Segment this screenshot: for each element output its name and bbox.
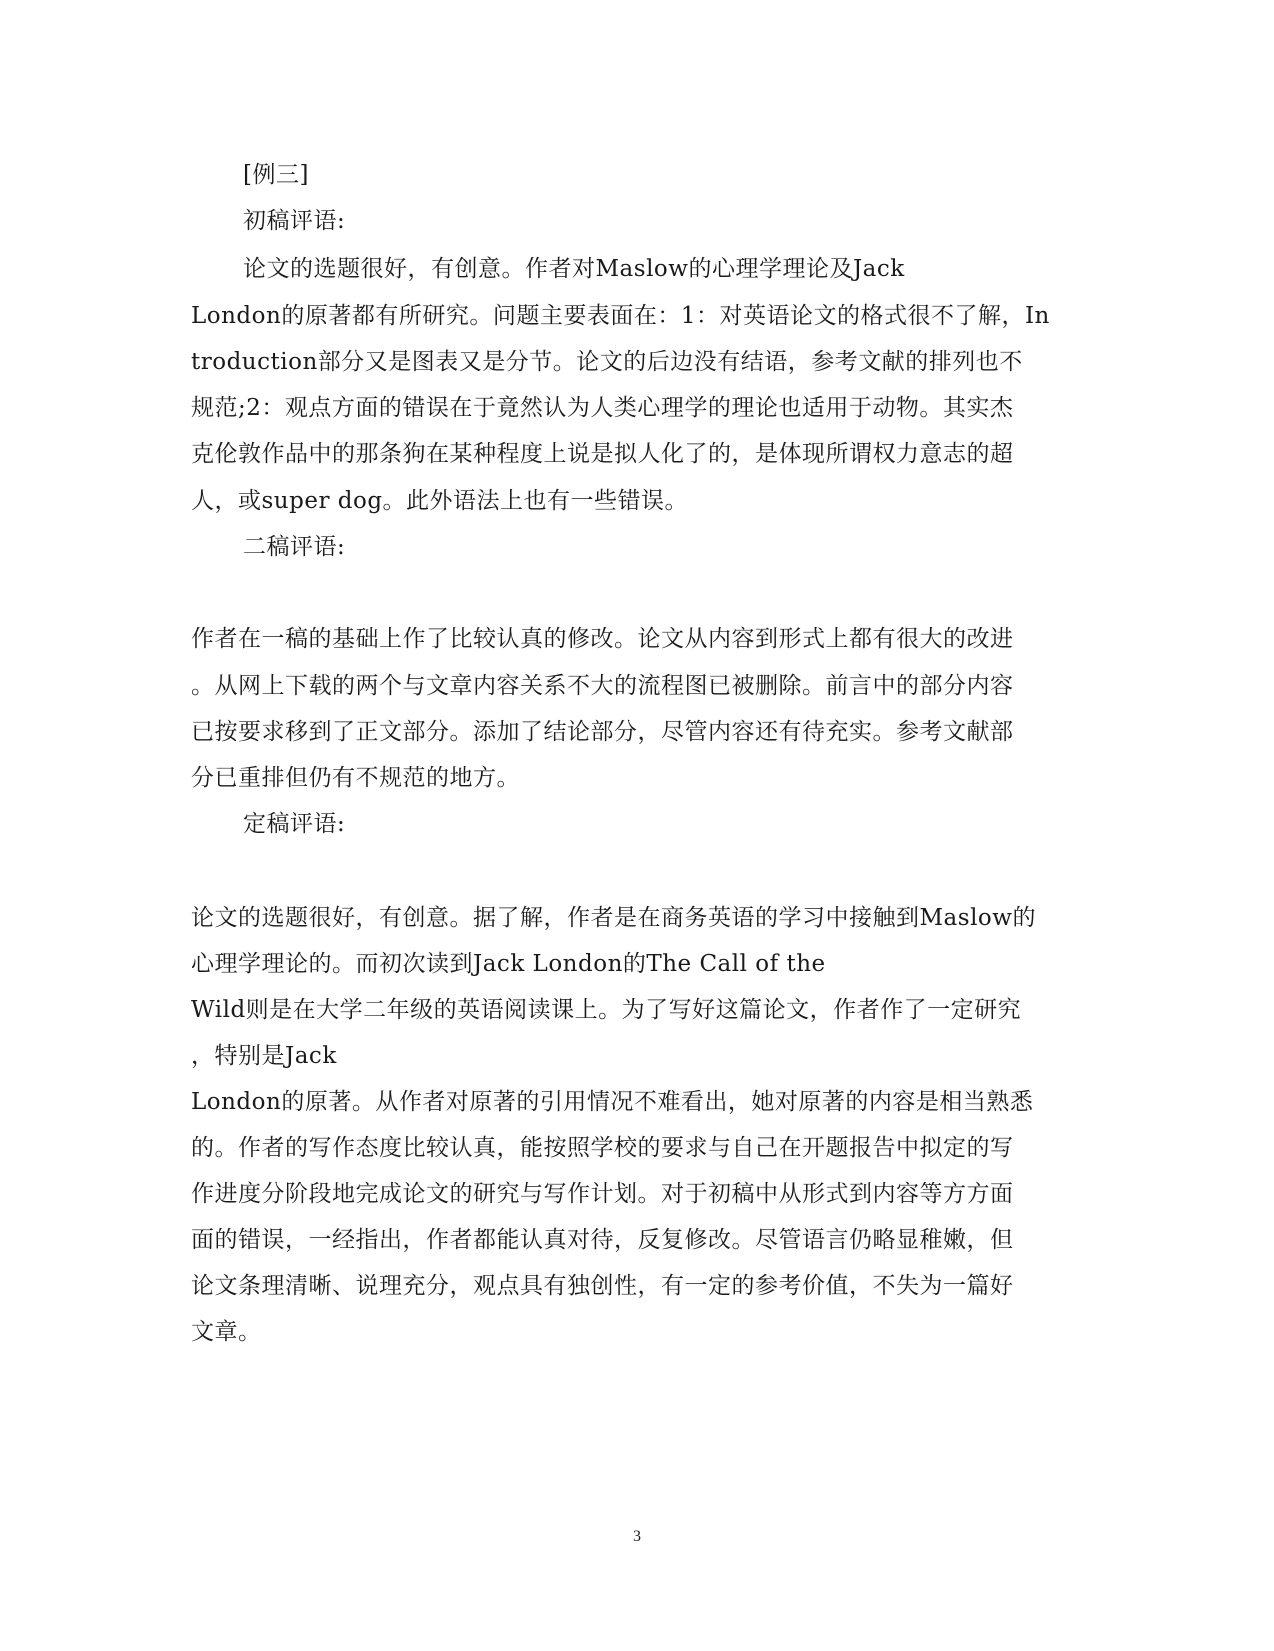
final-draft-line: 文章。	[191, 1319, 262, 1345]
final-draft-line: London的原著。从作者对原著的引用情况不难看出，她对原著的内容是相当熟悉	[191, 1089, 1034, 1115]
first-draft-line: 人，或super dog。此外语法上也有一些错误。	[191, 488, 689, 514]
final-draft-line: ，特别是Jack	[191, 1043, 337, 1069]
first-draft-line: London的原著都有所研究。问题主要表面在：1：对英语论文的格式很不了解，In	[191, 303, 1050, 329]
first-draft-line: troduction部分又是图表又是分节。论文的后边没有结语，参考文献的排列也不	[191, 349, 1023, 375]
first-draft-line: 克伦敦作品中的那条狗在某种程度上说是拟人化了的，是体现所谓权力意志的超	[191, 441, 1014, 467]
second-draft-line: 已按要求移到了正文部分。添加了结论部分，尽管内容还有待充实。参考文献部	[191, 719, 1014, 745]
second-draft-line: 。从网上下载的两个与文章内容关系不大的流程图已被删除。前言中的部分内容	[191, 673, 1014, 699]
page-number: 3	[633, 1528, 641, 1545]
second-draft-line: 作者在一稿的基础上作了比较认真的修改。论文从内容到形式上都有很大的改进	[191, 626, 1014, 652]
final-draft-line: 面的错误，一经指出，作者都能认真对待，反复修改。尽管语言仍略显稚嫩，但	[191, 1227, 1014, 1253]
final-draft-line: 的。作者的写作态度比较认真，能按照学校的要求与自己在开题报告中拟定的写	[191, 1135, 1014, 1161]
final-draft-line: 论文条理清晰、说理充分，观点具有独创性，有一定的参考价值，不失为一篇好	[191, 1273, 1014, 1299]
first-draft-heading: 初稿评语:	[243, 208, 346, 234]
second-draft-heading: 二稿评语:	[243, 534, 346, 560]
first-draft-line: 论文的选题很好，有创意。作者对Maslow的心理学理论及Jack	[243, 256, 905, 282]
final-draft-line: 作进度分阶段地完成论文的研究与写作计划。对于初稿中从形式到内容等方方面	[191, 1181, 1014, 1207]
final-draft-line: 论文的选题很好，有创意。据了解，作者是在商务英语的学习中接触到Maslow的	[191, 905, 1036, 931]
second-draft-line: 分已重排但仍有不规范的地方。	[191, 765, 520, 791]
first-draft-line: 规范;2：观点方面的错误在于竟然认为人类心理学的理论也适用于动物。其实杰	[191, 395, 1014, 421]
final-draft-line: 心理学理论的。而初次读到Jack London的The Call of the	[191, 951, 826, 977]
final-draft-line: Wild则是在大学二年级的英语阅读课上。为了写好这篇论文，作者作了一定研究	[191, 997, 1022, 1023]
final-draft-heading: 定稿评语:	[243, 811, 346, 837]
example-heading: [例三]	[243, 162, 309, 188]
